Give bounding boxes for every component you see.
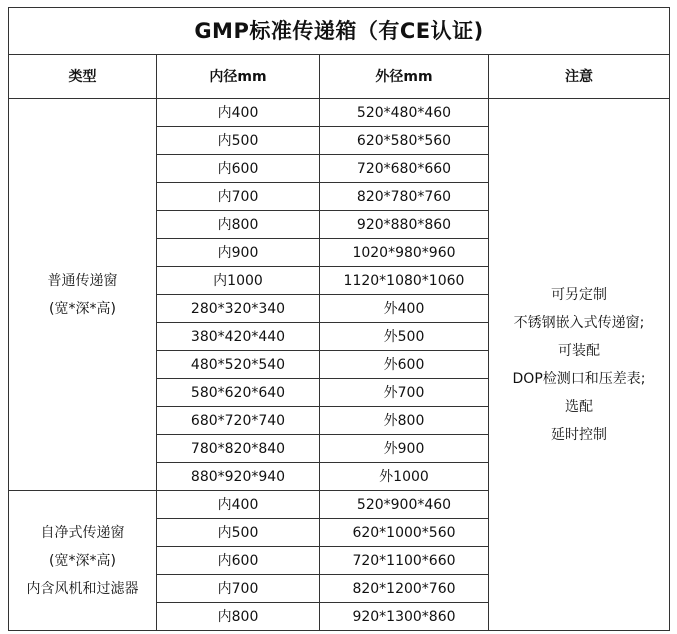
type-cell bbox=[9, 99, 157, 491]
note-line: 可装配 bbox=[558, 342, 600, 359]
inner-diameter-cell: 580*620*640 bbox=[157, 379, 320, 407]
type-line: (宽*深*高) bbox=[49, 300, 116, 317]
header-row bbox=[9, 55, 670, 99]
spec-table bbox=[8, 7, 670, 631]
table-title: GMP标准传递箱（有CE认证) bbox=[9, 8, 670, 55]
notes-cell bbox=[489, 99, 670, 631]
outer-diameter-cell: 外800 bbox=[320, 407, 489, 435]
inner-diameter-cell: 内500 bbox=[157, 127, 320, 155]
outer-diameter-cell: 外600 bbox=[320, 351, 489, 379]
type-cell bbox=[9, 491, 157, 631]
inner-diameter-cell: 内500 bbox=[157, 519, 320, 547]
inner-diameter-cell: 880*920*940 bbox=[157, 463, 320, 491]
note-line: 可另定制 bbox=[551, 286, 607, 303]
type-line: (宽*深*高) bbox=[49, 552, 116, 569]
inner-diameter-cell: 280*320*340 bbox=[157, 295, 320, 323]
inner-diameter-cell: 内700 bbox=[157, 183, 320, 211]
inner-diameter-cell: 内600 bbox=[157, 155, 320, 183]
outer-diameter-cell: 920*880*860 bbox=[320, 211, 489, 239]
type-line: 内含风机和过滤器 bbox=[26, 580, 139, 597]
outer-diameter-cell: 720*1100*660 bbox=[320, 547, 489, 575]
outer-diameter-cell: 1120*1080*1060 bbox=[320, 267, 489, 295]
outer-diameter-cell: 820*1200*760 bbox=[320, 575, 489, 603]
inner-diameter-cell: 内700 bbox=[157, 575, 320, 603]
outer-diameter-cell: 720*680*660 bbox=[320, 155, 489, 183]
title-row bbox=[9, 8, 670, 55]
type-line: 自净式传递窗 bbox=[40, 524, 125, 541]
outer-diameter-cell: 外400 bbox=[320, 295, 489, 323]
inner-diameter-cell: 380*420*440 bbox=[157, 323, 320, 351]
header-type: 类型 bbox=[9, 55, 157, 99]
table-row bbox=[9, 99, 670, 127]
outer-diameter-cell: 1020*980*960 bbox=[320, 239, 489, 267]
inner-diameter-cell: 内800 bbox=[157, 211, 320, 239]
outer-diameter-cell: 外900 bbox=[320, 435, 489, 463]
type-line: 普通传递窗 bbox=[47, 272, 118, 289]
note-line: 延时控制 bbox=[551, 426, 607, 443]
outer-diameter-cell: 820*780*760 bbox=[320, 183, 489, 211]
outer-diameter-cell: 920*1300*860 bbox=[320, 603, 489, 631]
inner-diameter-cell: 内1000 bbox=[157, 267, 320, 295]
spec-table-container bbox=[8, 7, 670, 631]
outer-diameter-cell: 620*1000*560 bbox=[320, 519, 489, 547]
inner-diameter-cell: 内800 bbox=[157, 603, 320, 631]
inner-diameter-cell: 480*520*540 bbox=[157, 351, 320, 379]
note-line: 选配 bbox=[565, 398, 593, 415]
header-outer-diameter: 外径mm bbox=[320, 55, 489, 99]
note-line: DOP检测口和压差表; bbox=[512, 370, 646, 387]
inner-diameter-cell: 680*720*740 bbox=[157, 407, 320, 435]
inner-diameter-cell: 内900 bbox=[157, 239, 320, 267]
outer-diameter-cell: 520*900*460 bbox=[320, 491, 489, 519]
header-inner-diameter: 内径mm bbox=[157, 55, 320, 99]
outer-diameter-cell: 620*580*560 bbox=[320, 127, 489, 155]
outer-diameter-cell: 520*480*460 bbox=[320, 99, 489, 127]
outer-diameter-cell: 外700 bbox=[320, 379, 489, 407]
inner-diameter-cell: 内400 bbox=[157, 99, 320, 127]
header-notes: 注意 bbox=[489, 55, 670, 99]
outer-diameter-cell: 外1000 bbox=[320, 463, 489, 491]
inner-diameter-cell: 内600 bbox=[157, 547, 320, 575]
note-line: 不锈钢嵌入式传递窗; bbox=[513, 314, 645, 331]
inner-diameter-cell: 内400 bbox=[157, 491, 320, 519]
outer-diameter-cell: 外500 bbox=[320, 323, 489, 351]
inner-diameter-cell: 780*820*840 bbox=[157, 435, 320, 463]
